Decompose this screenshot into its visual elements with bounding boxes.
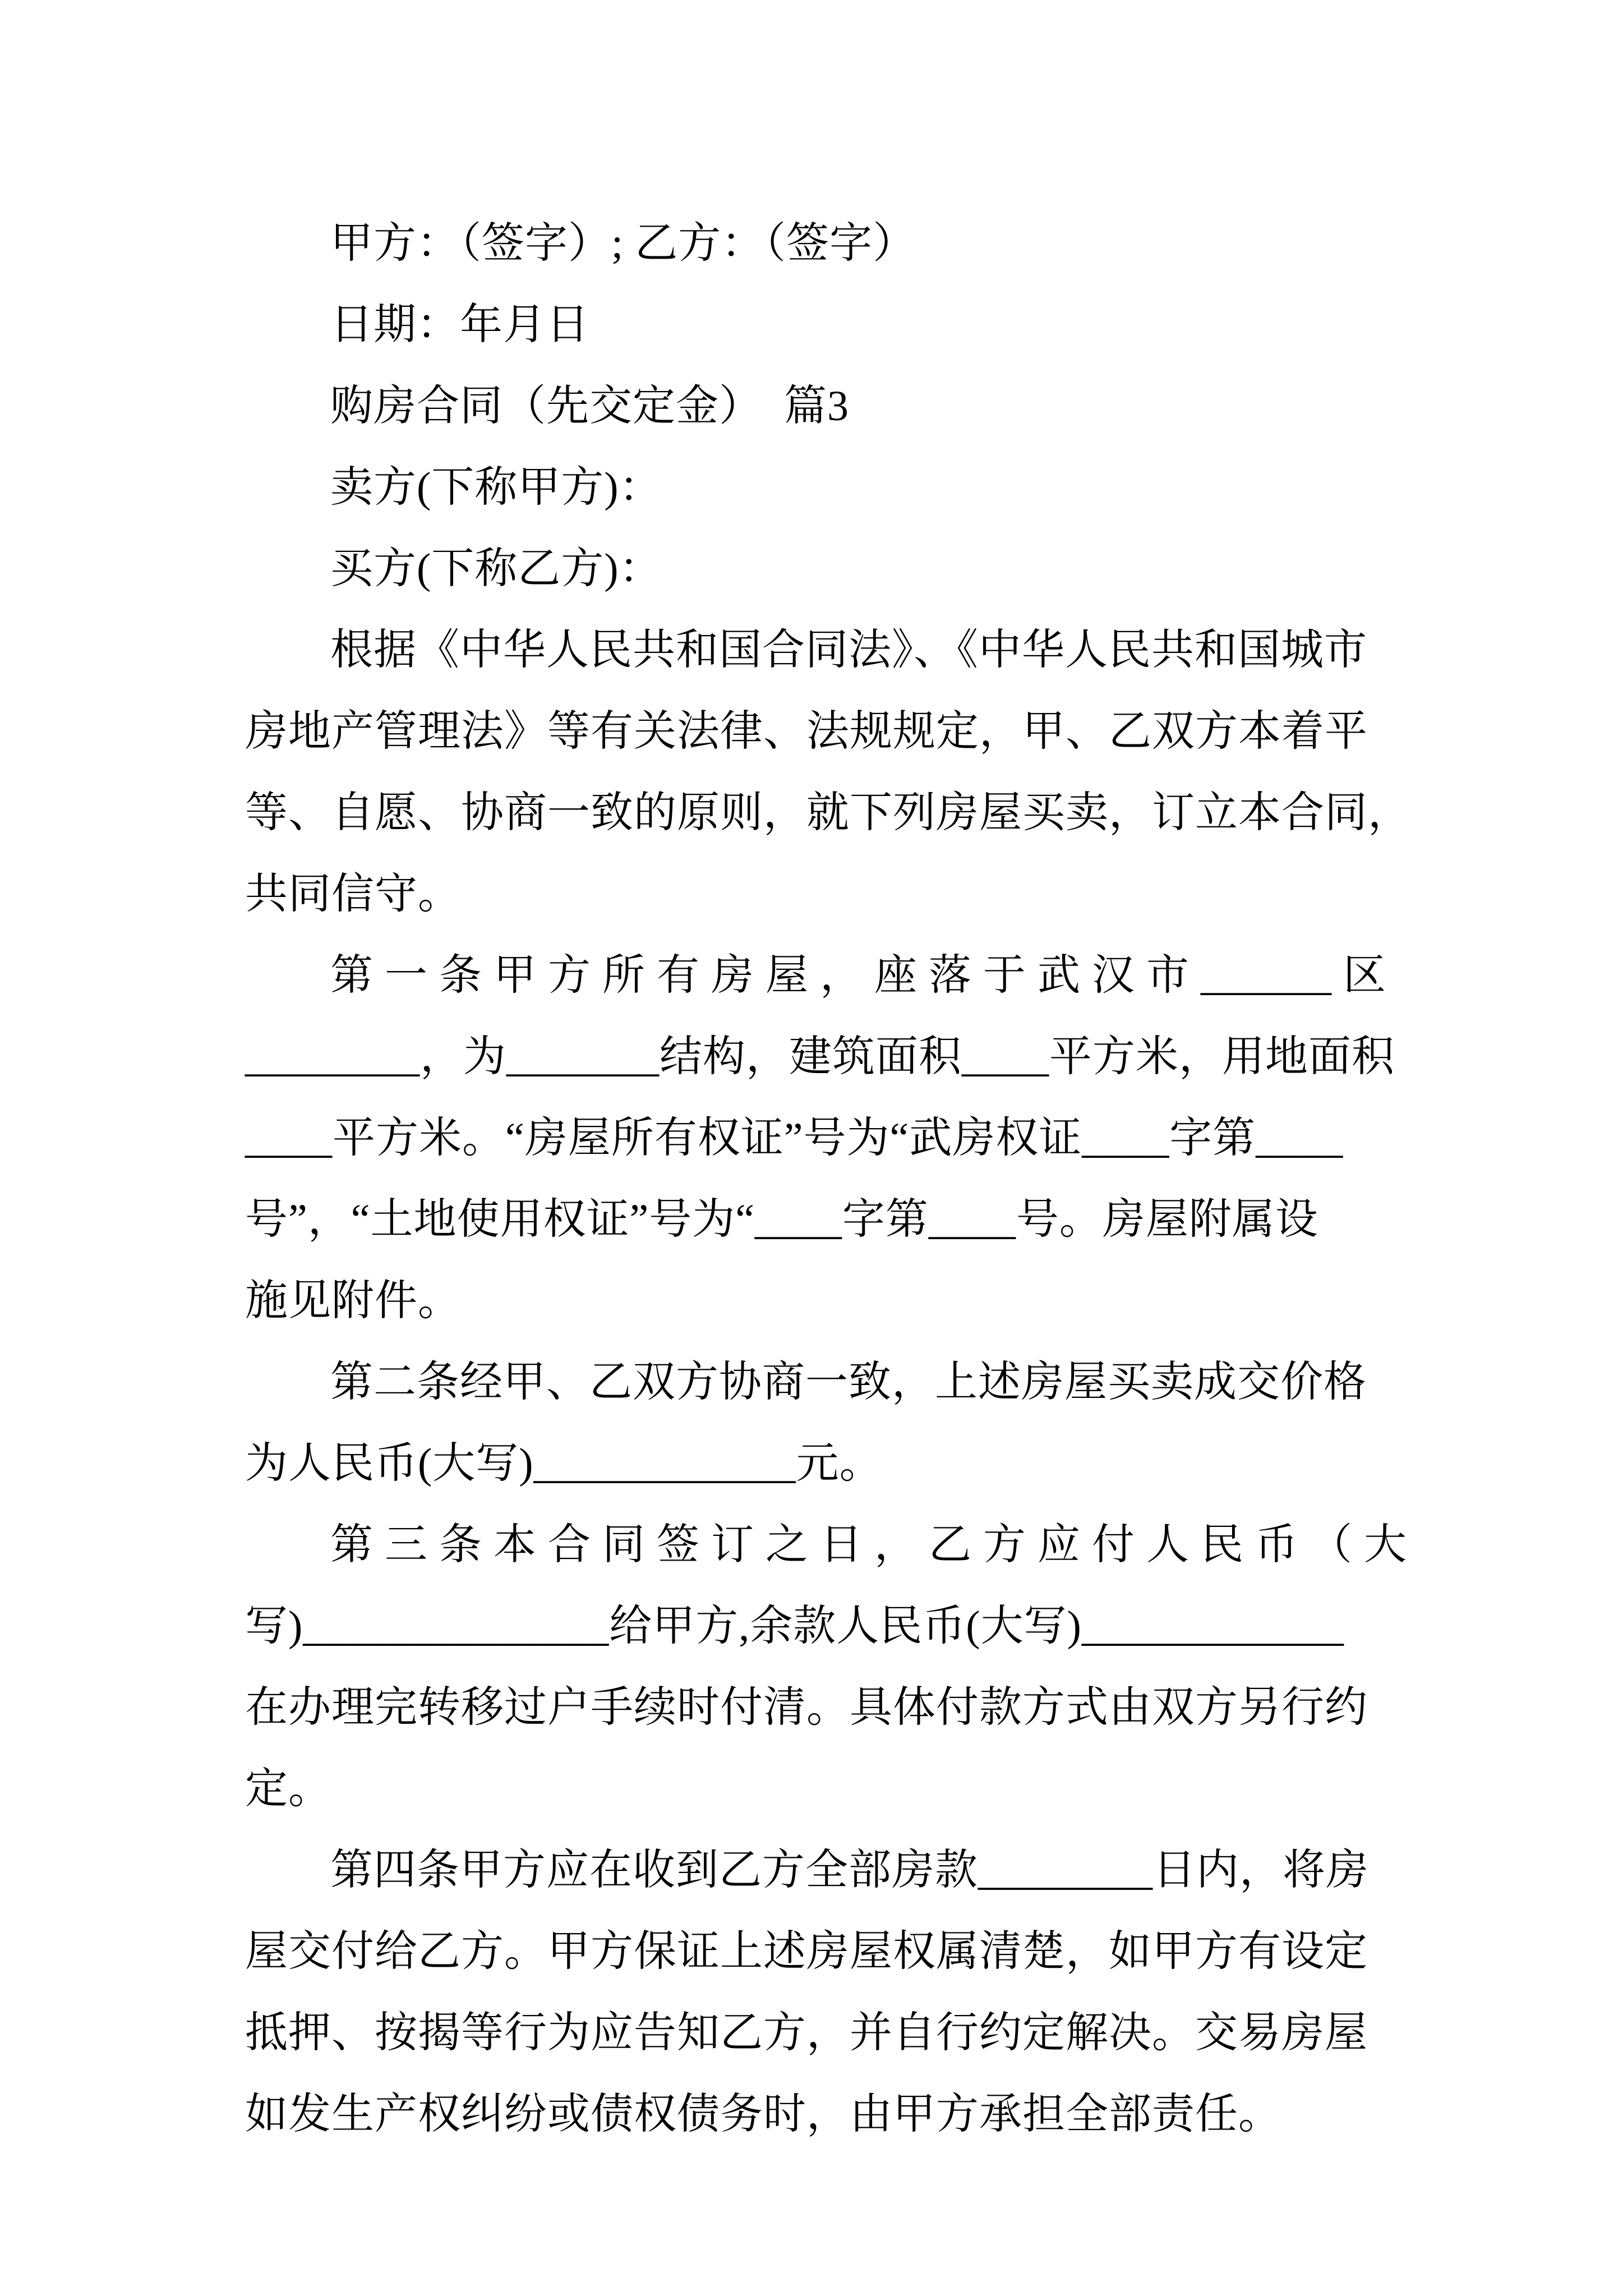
contract-line-preamble-1: 根据《中华人民共和国合同法》、《中华人民共和国城市 — [330, 627, 1367, 674]
contract-line-seller: 卖方(下称甲方)： — [330, 464, 662, 511]
contract-line-date: 日期：年月日 — [330, 301, 589, 348]
contract-line-article4-4: 如发生产权纠纷或债权债务时，由甲方承担全部责任。 — [245, 2091, 1281, 2138]
contract-line-article4-3: 抵押、按揭等行为应告知乙方，并自行约定解决。交易房屋 — [245, 2009, 1368, 2056]
contract-line-article1-3: ____平方米。“房屋所有权证”号为“武房权证____字第____ — [245, 1115, 1344, 1162]
contract-line-preamble-2: 房地产管理法》等有关法律、法规规定，甲、乙双方本着平 — [245, 708, 1368, 755]
contract-line-article3-1: 第 三 条 本 合 同 签 订 之 日 ， 乙 方 应 付 人 民 币 （ 大 — [330, 1521, 1407, 1568]
contract-line-preamble-3: 等、自愿、协商一致的原则，就下列房屋买卖，订立本合同， — [245, 789, 1411, 836]
contract-line-buyer: 买方(下称乙方)： — [330, 545, 662, 592]
contract-line-signature-parties: 甲方：（签字）; 乙方：（签字） — [330, 220, 916, 267]
contract-line-article4-1: 第四条甲方应在收到乙方全部房款________日内，将房 — [330, 1847, 1369, 1894]
contract-line-article1-1: 第 一 条 甲 方 所 有 房 屋 ， 座 落 于 武 汉 市 ______ 区 — [330, 952, 1386, 999]
contract-line-article2-1: 第二条经甲、乙双方协商一致，上述房屋买卖成交价格 — [330, 1359, 1367, 1406]
contract-line-article2-2: 为人民币(大写)____________元。 — [245, 1440, 883, 1487]
contract-line-article1-2: ________，为_______结构，建筑面积____平方米，用地面积 — [245, 1033, 1395, 1080]
contract-line-article3-3: 在办理完转移过户手续时付清。具体付款方式由双方另行约 — [245, 1684, 1368, 1731]
contract-line-article1-4: 号”，“土地使用权证”号为“____字第____号。房屋附属设 — [245, 1196, 1318, 1243]
contract-line-article1-5: 施见附件。 — [245, 1277, 461, 1324]
contract-text-block — [245, 203, 1411, 2155]
contract-line-title-part3: 购房合同（先交定金） 篇3 — [330, 383, 849, 430]
contract-line-article3-4: 定。 — [245, 1765, 331, 1812]
contract-line-article4-2: 屋交付给乙方。甲方保证上述房屋权属清楚，如甲方有设定 — [245, 1928, 1368, 1975]
contract-line-article3-2: 写)______________给甲方,余款人民币(大写)____________ — [245, 1603, 1344, 1650]
contract-line-preamble-4: 共同信守。 — [245, 871, 461, 918]
